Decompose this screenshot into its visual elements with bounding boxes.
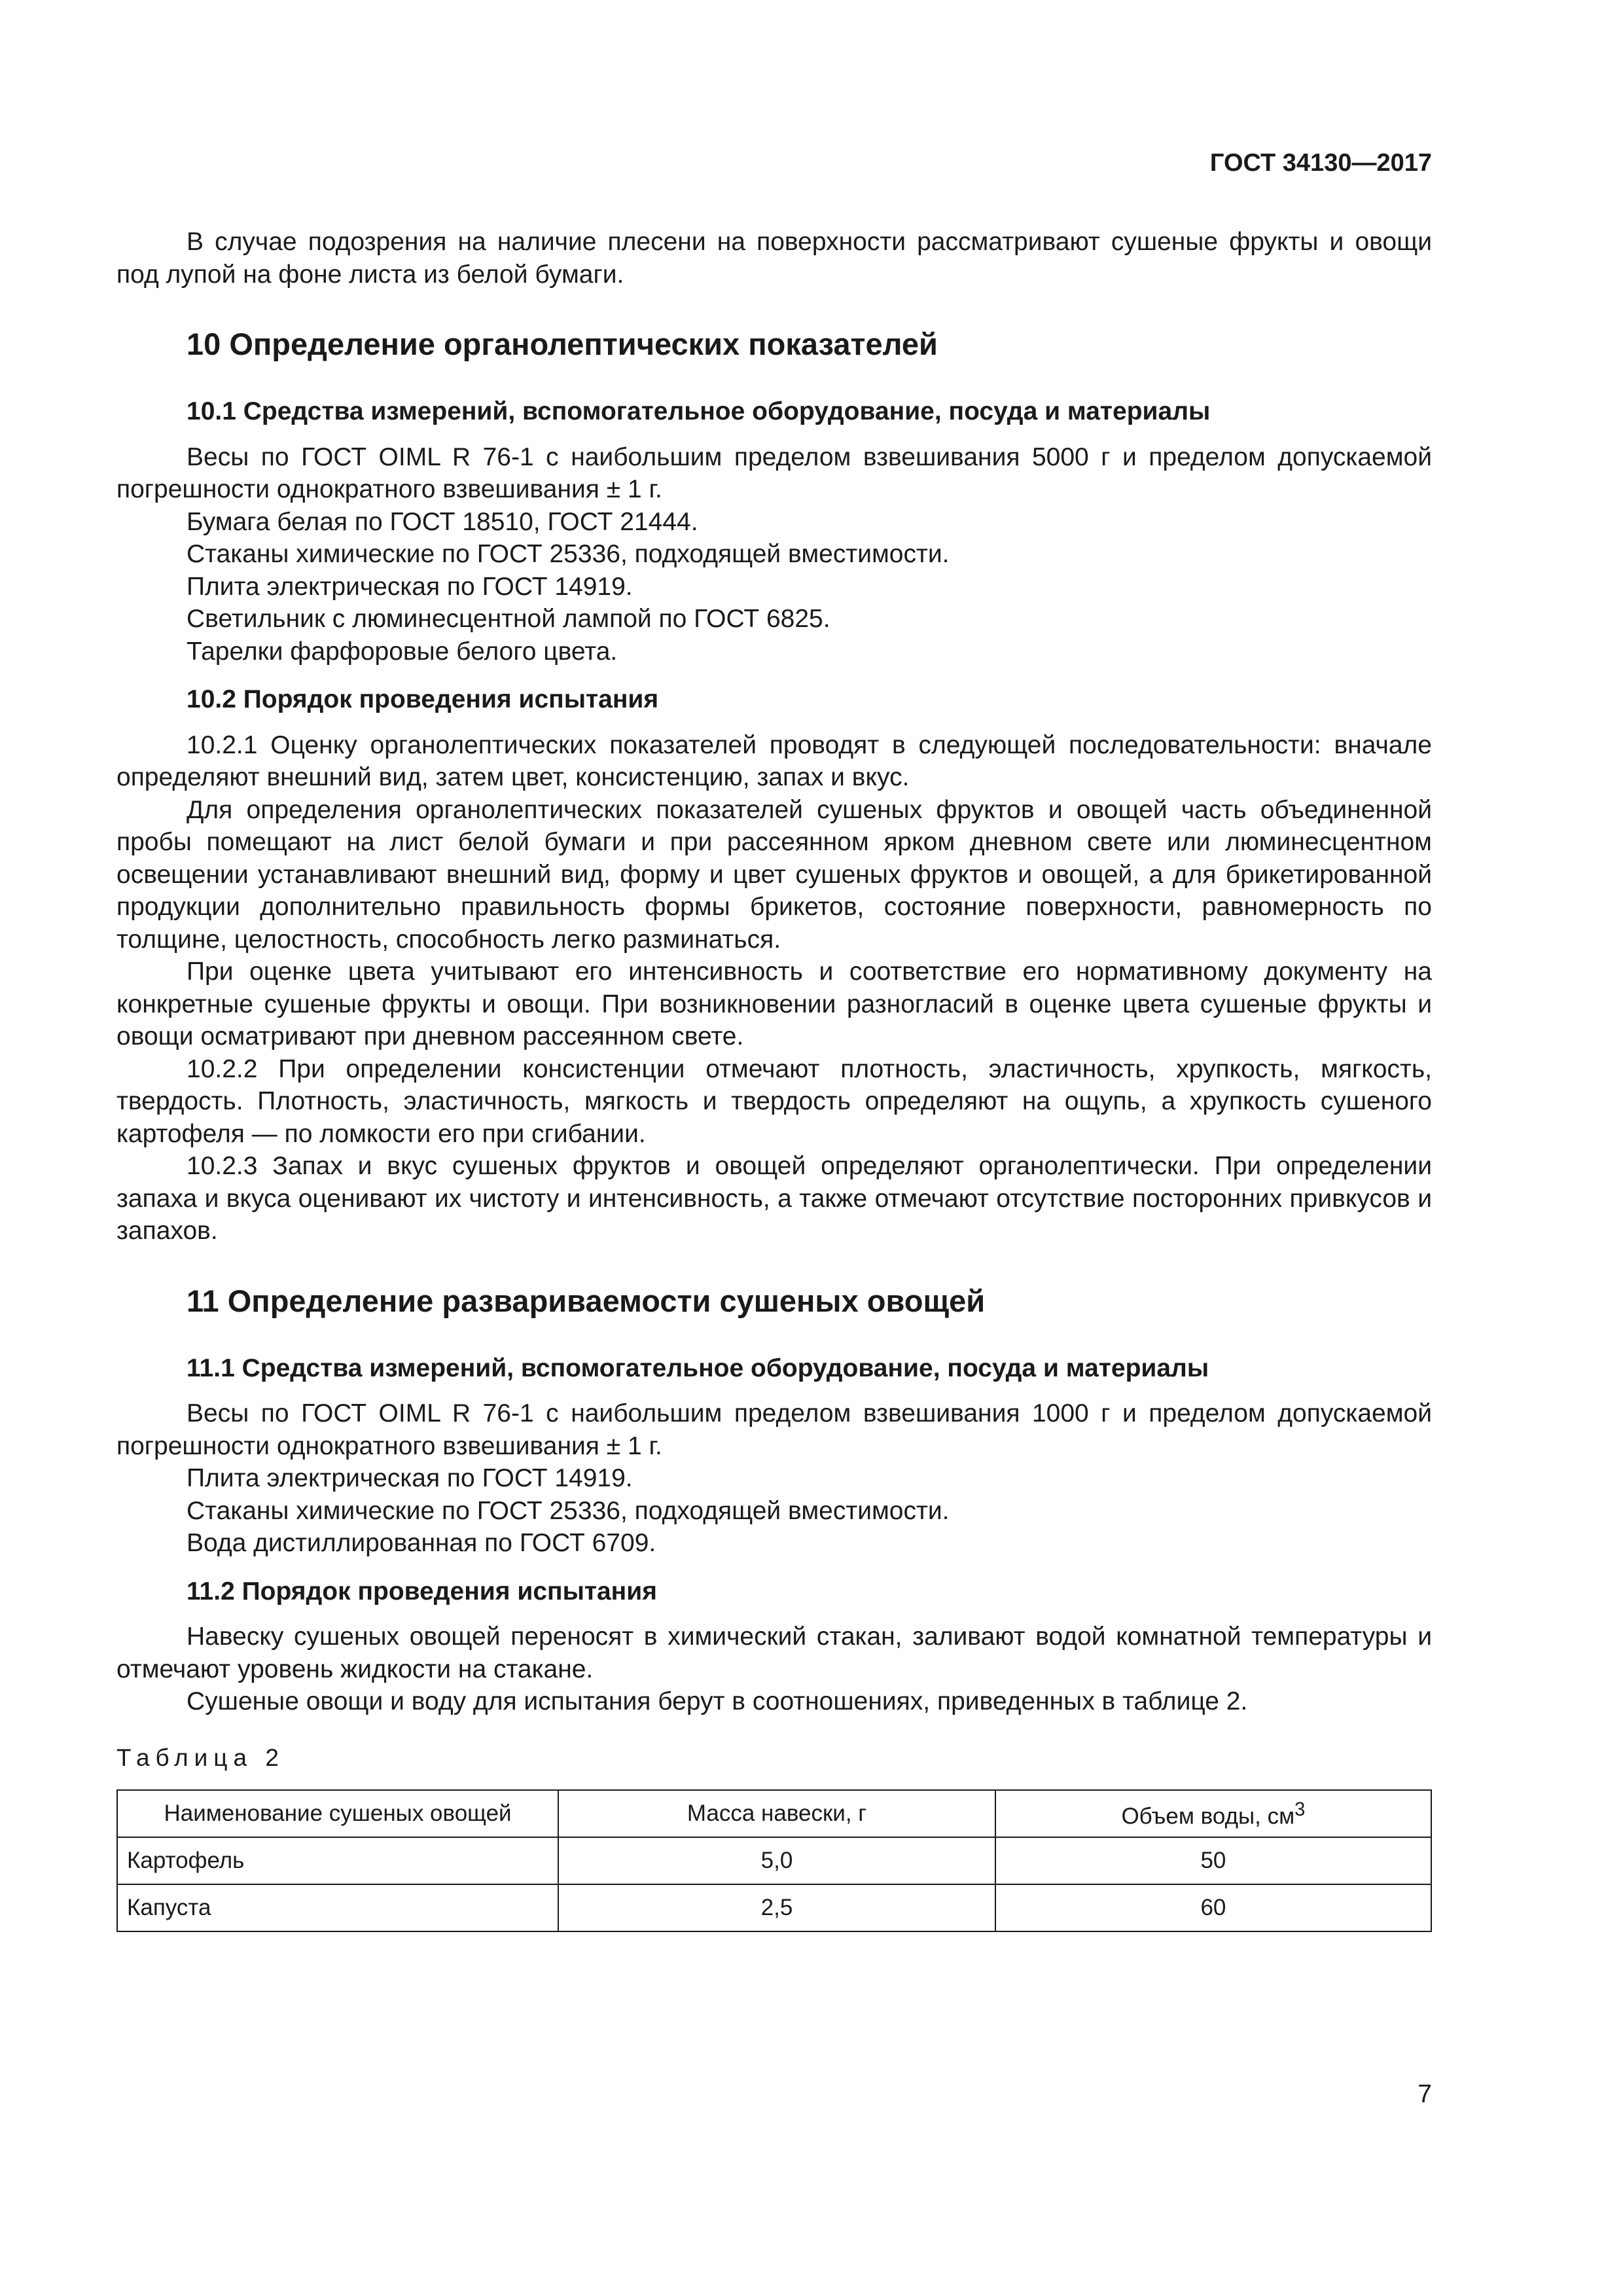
table-row [117,1837,1431,1884]
equipment-item: Бумага белая по ГОСТ 18510, ГОСТ 21444. [187,507,698,536]
equipment-item: Светильник с люминесцентной лампой по ГОСТ 6825. [187,605,830,633]
intro-paragraph: В случае подозрения на наличие плесени на поверхности рассматривают сушеные фрукты и овощи под лупой на фоне листа из белой бумаги. [116,228,1432,289]
equipment-item: Плита электрическая по ГОСТ 14919. [187,1464,633,1492]
procedure-paragraph: 10.2.3 Запах и вкус сушеных фруктов и овощей определяют органолептически. При определении запаха и вкуса оценивают их чистоту и интенсивность, а также отмечают отсутствие посторонних привкусов и запахов. [116,1152,1432,1245]
column-header-water-volume [995,1790,1431,1837]
equipment-item: Весы по ГОСТ OIML R 76-1 с наибольшим пределом взвешивания 1000 г и пределом допускаемой погрешности однократного взвешивания ± 1 г. [116,1399,1432,1460]
table-header-row [117,1790,1431,1837]
subsection-10-2-title: 10.2 Порядок проведения испытания [187,685,659,713]
table-row [117,1884,1431,1931]
equipment-item: Стаканы химические по ГОСТ 25336, подходящей вместимости. [187,540,950,568]
procedure-paragraph: Для определения органолептических показателей сушеных фруктов и овощей часть объединенной пробы помещают на лист белой бумаги и при рассеянном ярком дневном свете или люминесцентном освещении устанавливают внешний вид, форму и цвет сушеных фруктов и овощей, а для брикетированной продукции дополнительно правильность формы брикетов, состояние поверхности, равномерность по толщине, целостность, способность легко разминаться. [116,795,1432,954]
subsection-11-1-title: 11.1 Средства измерений, вспомогательное оборудование, посуда и материалы [187,1354,1209,1382]
vegetable-name-cell: Картофель [117,1837,558,1884]
procedure-paragraph: Навеску сушеных овощей переносят в химический стакан, заливают водой комнатной температуры и отмечают уровень жидкости на стакане. [116,1623,1432,1683]
column-header-mass: Масса навески, г [558,1790,995,1837]
equipment-item: Весы по ГОСТ OIML R 76-1 с наибольшим пределом взвешивания 5000 г и пределом допускаемой погрешности однократного взвешивания ± 1 г. [116,442,1432,503]
procedure-paragraph: 10.2.1 Оценку органолептических показателей проводят в следующей последовательности: вначале определяют внешний вид, затем цвет, консистенцию, запах и вкус. [116,730,1432,791]
equipment-item: Стаканы химические по ГОСТ 25336, подходящей вместимости. [187,1496,950,1525]
equipment-item: Плита электрическая по ГОСТ 14919. [187,572,633,601]
subsection-11-2-title: 11.2 Порядок проведения испытания [187,1577,657,1605]
page-content [116,226,1432,1932]
water-volume-cell: 60 [995,1884,1431,1931]
mass-cell: 5,0 [558,1837,995,1884]
subsection-10-1-title: 10.1 Средства измерений, вспомогательное оборудование, посуда и материалы [187,397,1211,425]
vegetable-name-cell: Капуста [117,1884,558,1931]
section-10-title: 10 Определение органолептических показателей [187,327,938,361]
data-table [116,1789,1432,1932]
procedure-paragraph: При оценке цвета учитывают его интенсивность и соответствие его нормативному документу на конкретные сушеные фрукты и овощи. При возникновении разногласий в оценке цвета сушеные фрукты и овощи осматривают при дневном рассеянном свете. [116,958,1432,1050]
equipment-item: Вода дистиллированная по ГОСТ 6709. [187,1529,656,1557]
document-header: ГОСТ 34130—2017 [1209,149,1432,177]
table-caption: Таблица 2 [116,1744,285,1771]
procedure-paragraph: 10.2.2 При определении консистенции отмечают плотность, эластичность, хрупкость, мягкость, твердость. Плотность, эластичность, мягкость и твердость определяют на ощупь, а хрупкость сушеного картофеля — по ломкости его при сгибании. [116,1054,1432,1148]
column-header-vegetable: Наименование сушеных овощей [117,1790,558,1837]
water-volume-cell: 50 [995,1837,1431,1884]
section-11-title: 11 Определение развариваемости сушеных овощей [187,1283,986,1318]
procedure-paragraph: Сушеные овощи и воду для испытания берут в соотношениях, приведенных в таблице 2. [187,1687,1248,1715]
mass-cell: 2,5 [558,1884,995,1931]
column-header-water-volume-text: Объем воды, см [1121,1804,1295,1830]
equipment-item: Тарелки фарфоровые белого цвета. [187,637,618,666]
unit-superscript: 3 [1294,1799,1306,1821]
page-number: 7 [1418,2080,1432,2108]
